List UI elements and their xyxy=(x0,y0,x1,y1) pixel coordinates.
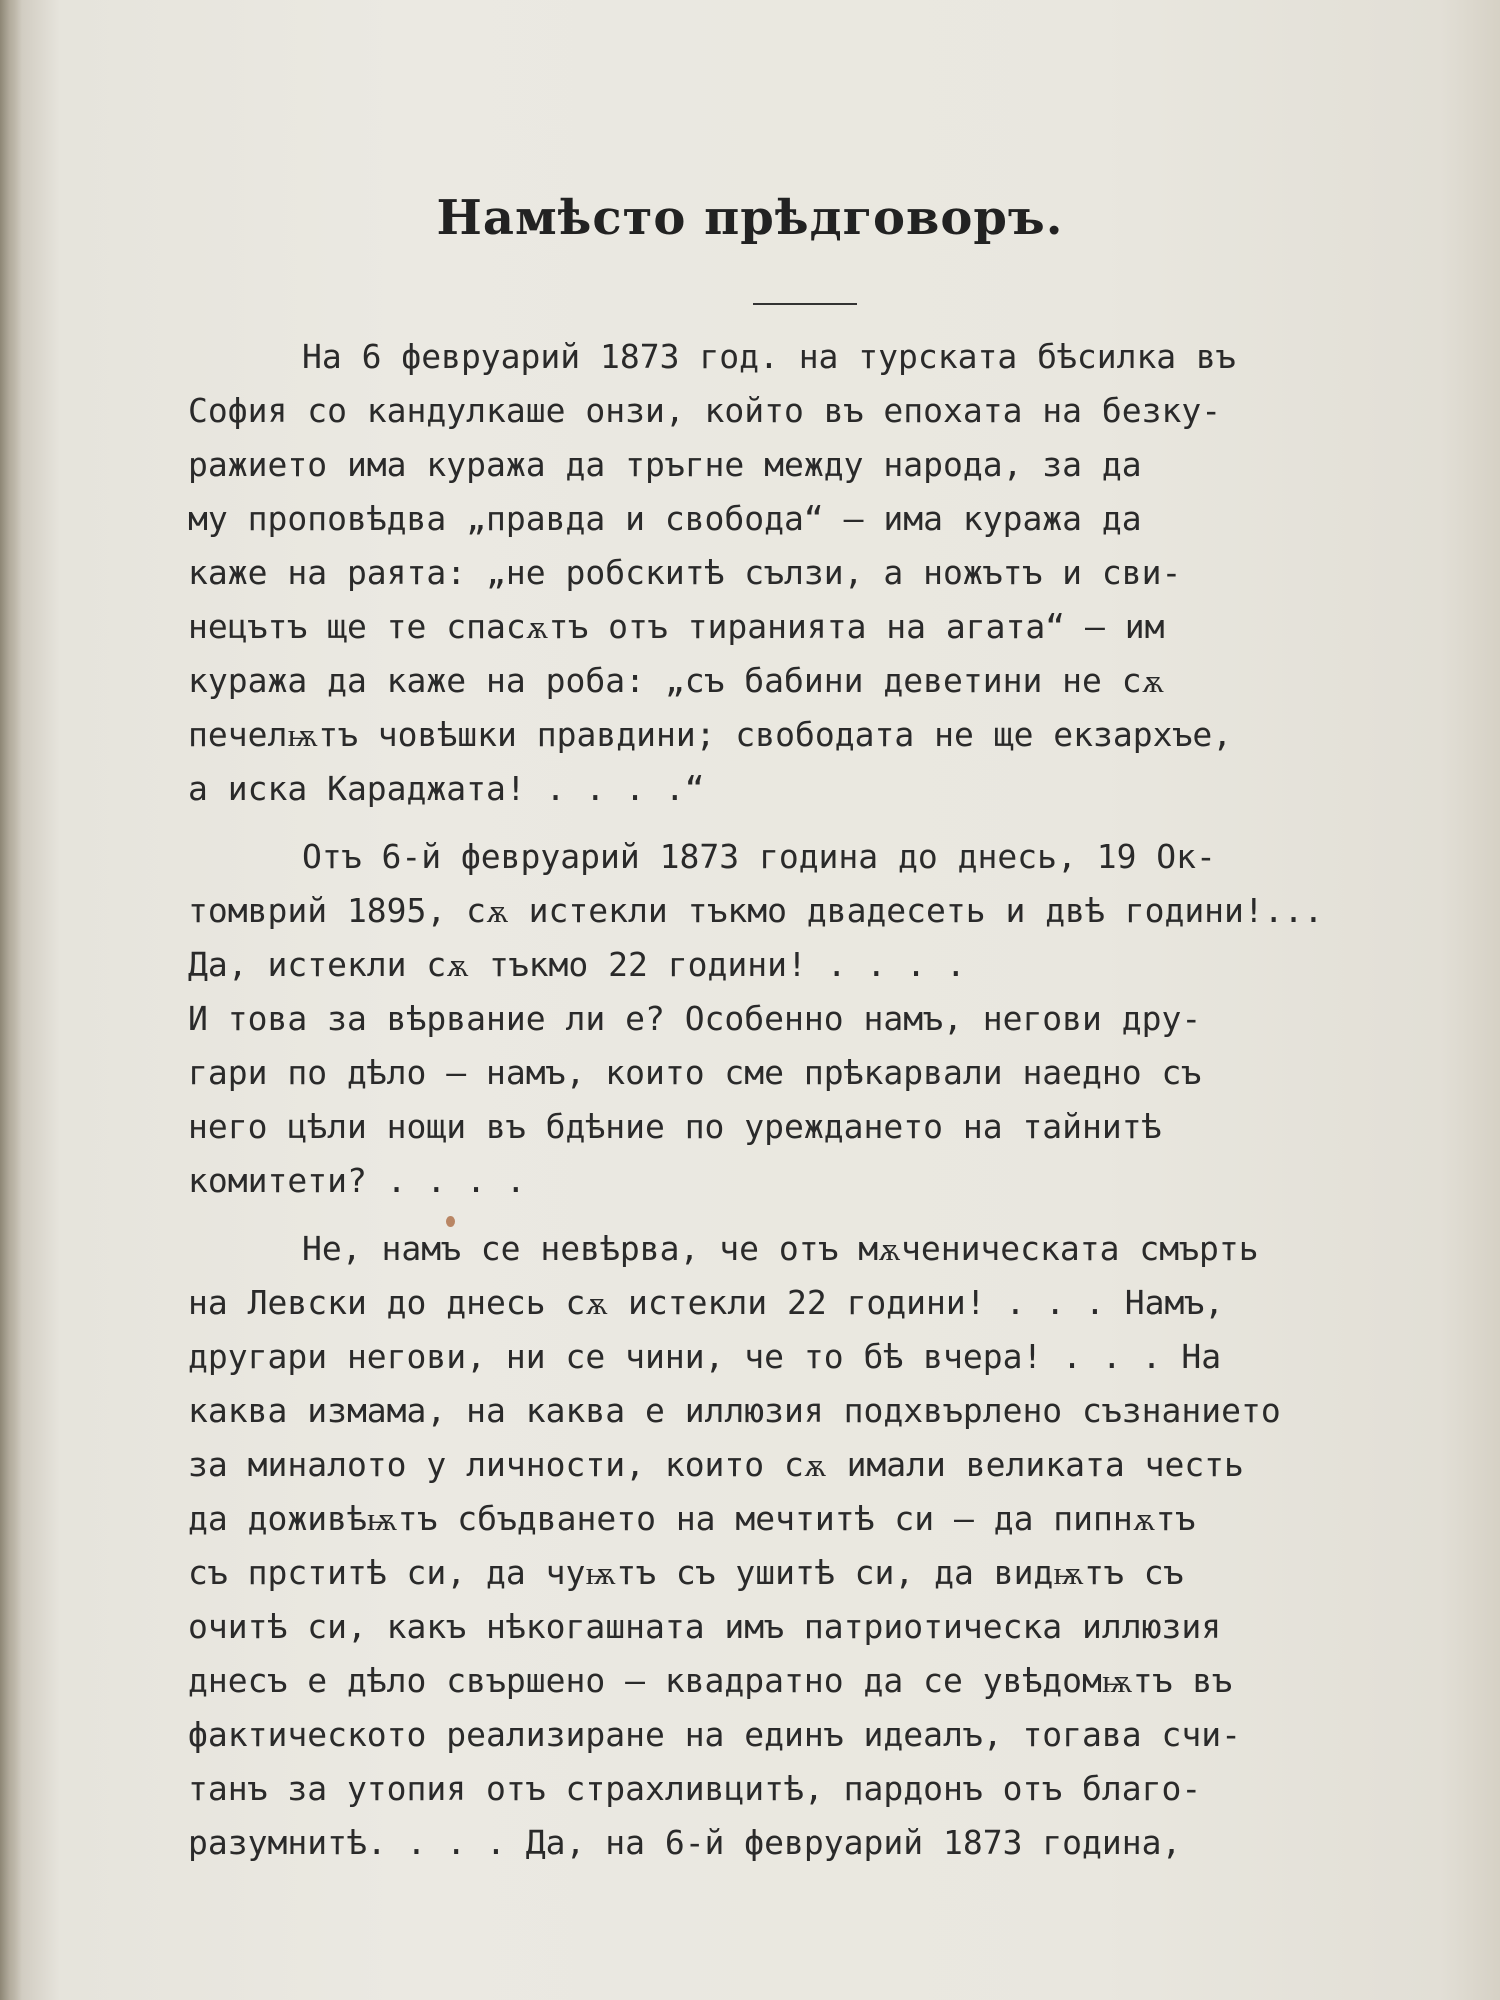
text-line: а иска Караджата! . . . .“ xyxy=(188,769,705,808)
paragraph-1 xyxy=(188,330,1400,816)
text-line: томврий 1895, сѫ истекли тъкмо двадесеть и двѣ години!... xyxy=(188,891,1324,930)
page-title: Намѣсто прѣдговоръ. xyxy=(436,190,1064,246)
paragraph-3 xyxy=(188,1222,1400,1870)
text-line: нецътъ ще те спасѫтъ отъ тиранията на агата“ — им xyxy=(188,607,1165,646)
text-line: танъ за утопия отъ страхливцитѣ, пардонъ отъ благо- xyxy=(188,1769,1202,1808)
paragraph-gap xyxy=(188,816,1400,830)
text-line: печелѭтъ човѣшки правдини; свободата не ще екзархъе, xyxy=(188,715,1233,754)
text-line: Да, истекли сѫ тъкмо 22 години! . . . . xyxy=(188,945,966,984)
text-line: разумнитѣ. . . . Да, на 6-й февруарий 1873 година, xyxy=(188,1823,1182,1862)
text-line: очитѣ си, какъ нѣкогашната имъ патриотическа иллюзия xyxy=(188,1607,1222,1646)
text-line: И това за вѣрвание ли е? Особенно намъ, негови дру- xyxy=(188,999,1202,1038)
text-line: каже на раята: „не робскитѣ сълзи, а ножътъ и сви- xyxy=(188,553,1182,592)
text-line: куража да каже на роба: „съ бабини деветини не сѫ xyxy=(188,661,1165,700)
text-line: каква измама, на каква е иллюзия подхвърлено съзнанието xyxy=(188,1391,1281,1430)
text-line: гари по дѣло — намъ, които сме прѣкарвали наедно съ xyxy=(188,1053,1202,1092)
text-line: днесъ е дѣло свършено — квадратно да се увѣдомѭтъ въ xyxy=(188,1661,1233,1700)
text-line: на Левски до днесь сѫ истекли 22 години! . . . Намъ, xyxy=(188,1283,1225,1322)
page-gutter-shadow xyxy=(0,0,22,2000)
paragraph-gap xyxy=(188,1208,1400,1222)
text-line: за миналото у личности, които сѫ имали великата честь xyxy=(188,1445,1244,1484)
text-line: съ прститѣ си, да чуѭтъ съ ушитѣ си, да видѭтъ съ xyxy=(188,1553,1184,1592)
text-line: да доживѣѭтъ сбъдването на мечтитѣ си — да пипнѫтъ xyxy=(188,1499,1196,1538)
text-line: Отъ 6-й февруарий 1873 година до днесь, 19 Ок- xyxy=(302,837,1216,876)
paragraph-2 xyxy=(188,830,1400,1208)
text-line: него цѣли нощи въ бдѣние по уреждането на тайнитѣ xyxy=(188,1107,1162,1146)
text-line: му проповѣдва „правда и свобода“ — има куража да xyxy=(188,499,1142,538)
text-line: ражието има куража да тръгне между народа, за да xyxy=(188,445,1142,484)
text-line: другари негови, ни се чини, че то бѣ вчера! . . . На xyxy=(188,1337,1222,1376)
text-line: Не, намъ се невѣрва, че отъ мѫченическата смърть xyxy=(302,1229,1259,1268)
text-line: фактическото реализиране на единъ идеалъ, тогава счи- xyxy=(188,1715,1241,1754)
body-text xyxy=(188,330,1400,1870)
text-line: На 6 февруарий 1873 год. на турската бѣсилка въ xyxy=(302,337,1236,376)
text-line: комитети? . . . . xyxy=(188,1161,526,1200)
text-line: София со кандулкаше онзи, който въ епохата на безку- xyxy=(188,391,1222,430)
title-divider xyxy=(753,303,857,305)
